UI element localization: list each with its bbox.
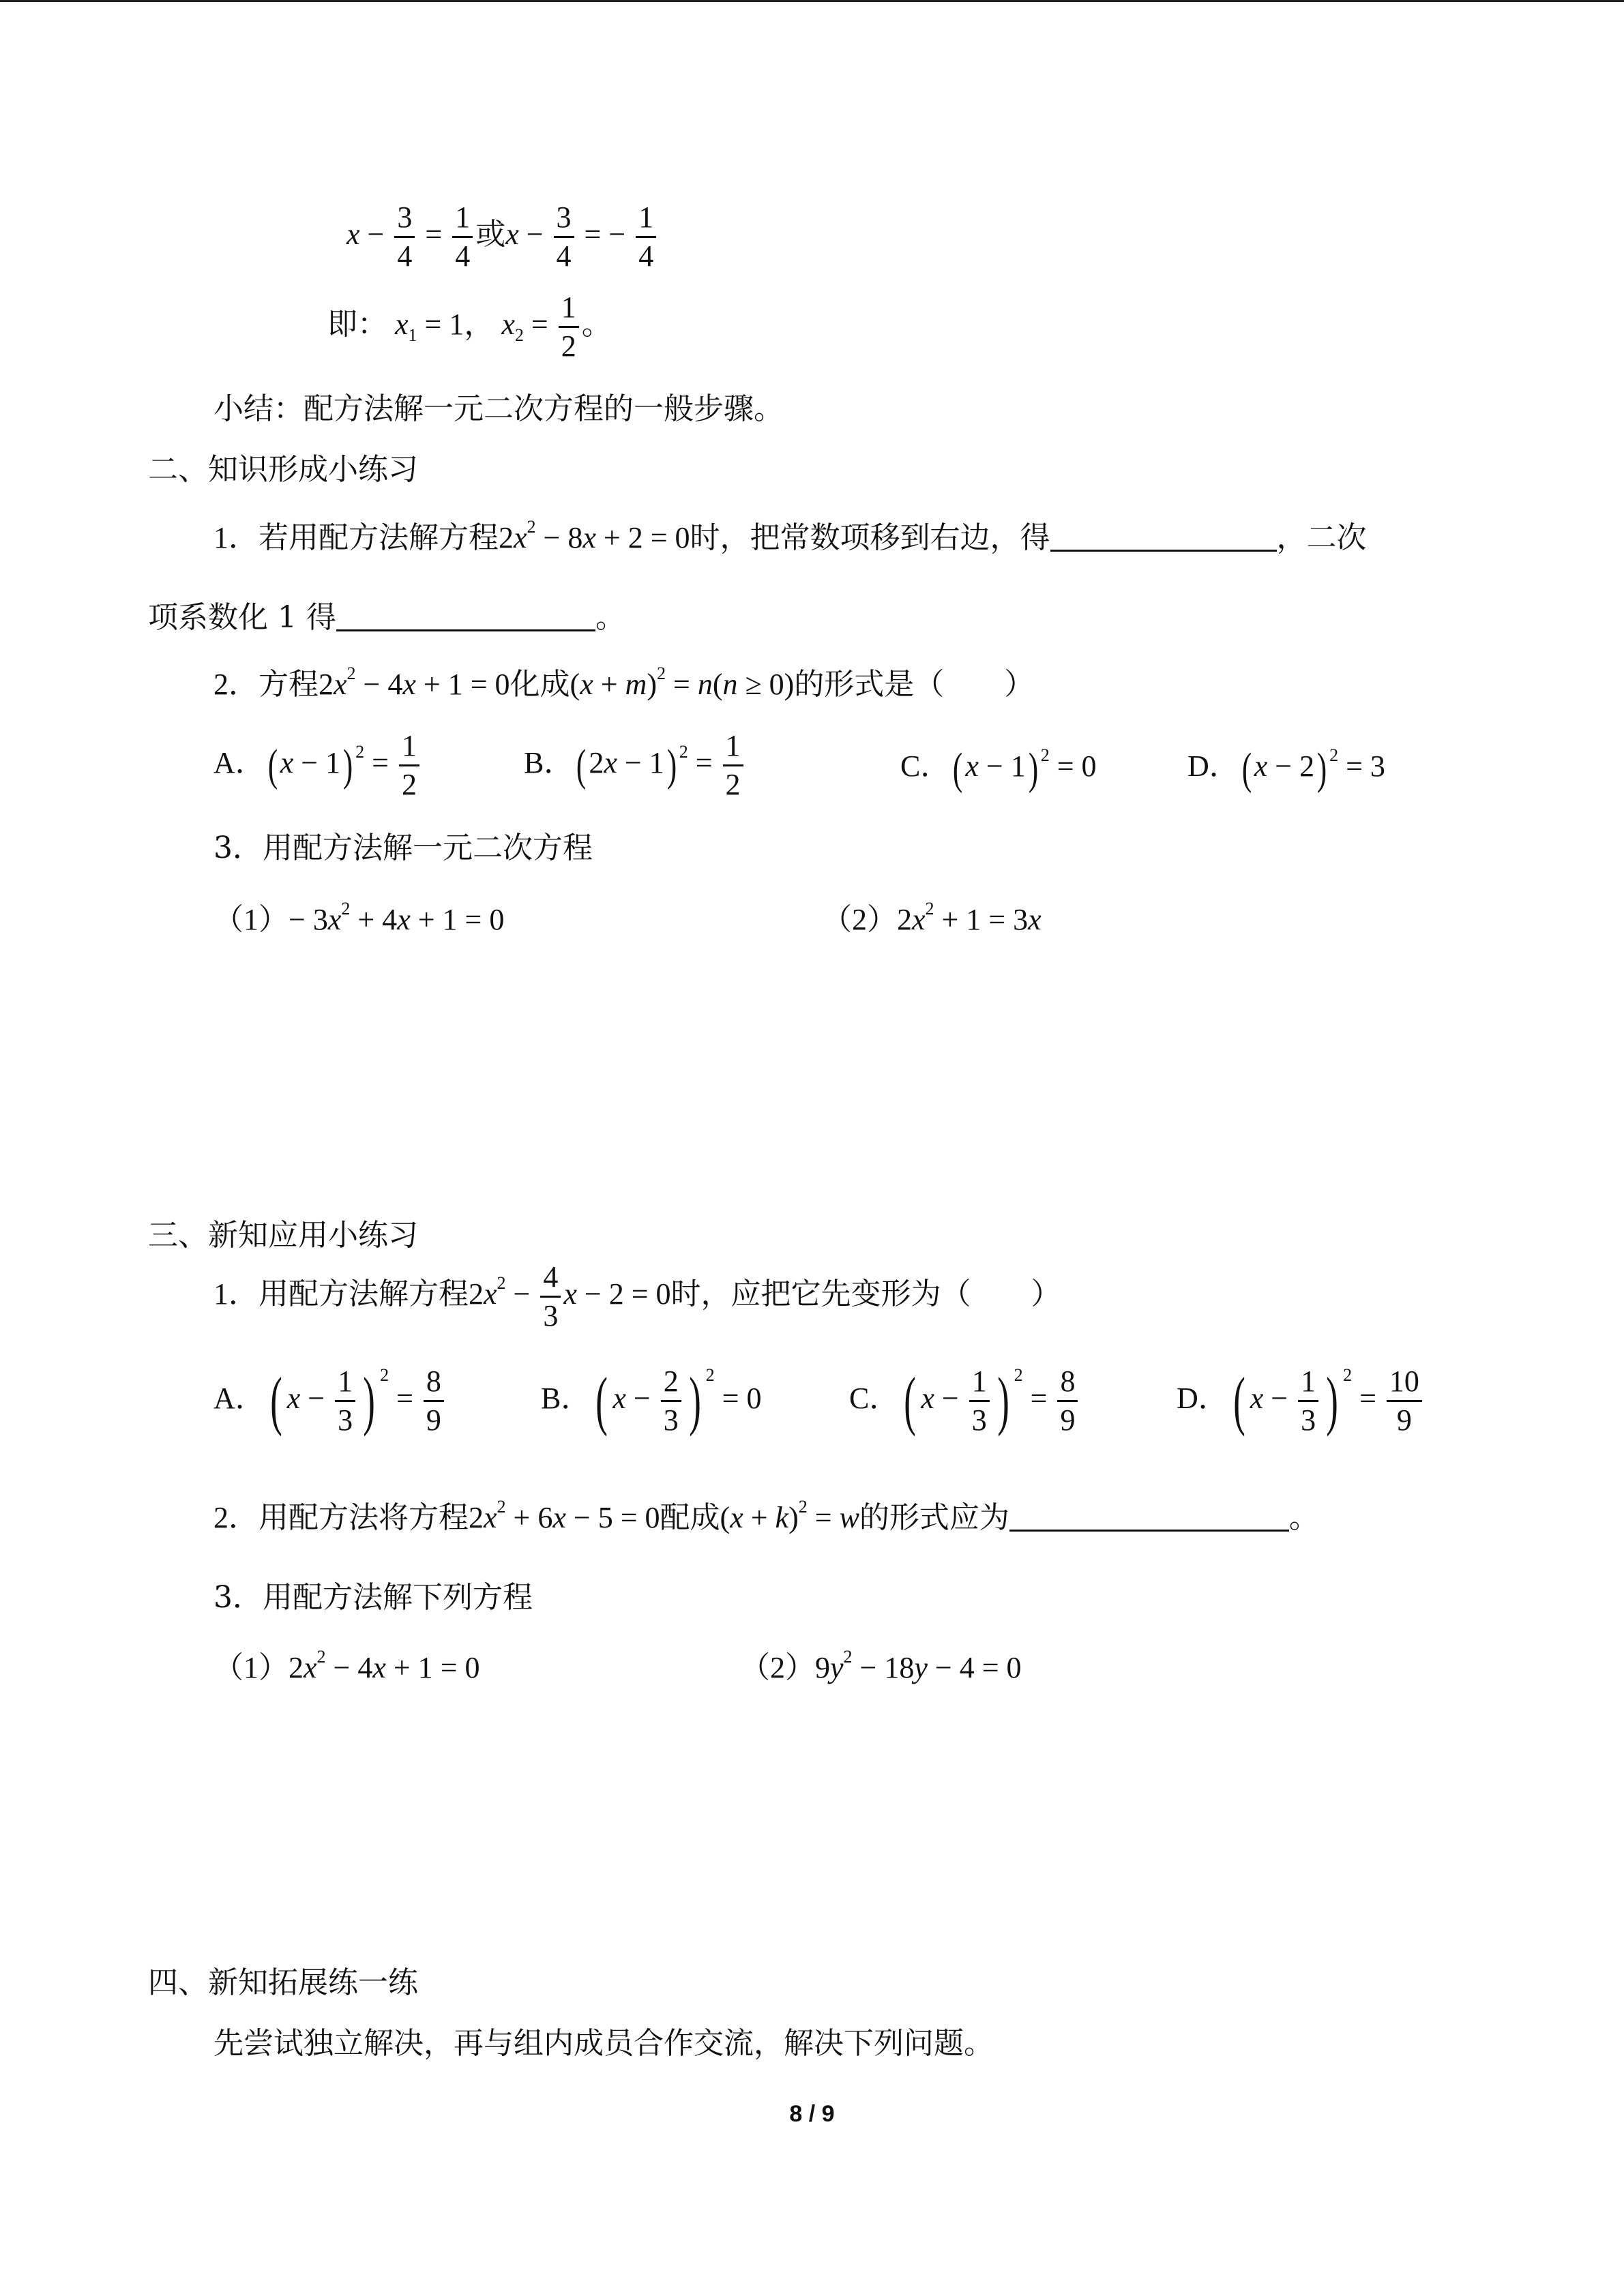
period: 。 — [581, 307, 612, 341]
s2-q2-middle: 化成 — [510, 668, 570, 701]
option-a-label: A． — [213, 745, 265, 779]
answer-blank-2[interactable] — [336, 602, 595, 631]
s3-q2-middle: 配成 — [660, 1501, 720, 1534]
part-1-label: （1） — [213, 903, 289, 936]
option-a-label: A． — [213, 1381, 265, 1415]
comma: ， — [464, 307, 494, 341]
s3-q2-prefix: 2．用配方法将方程 — [213, 1501, 469, 1534]
s2-q3-part-2: $(2)2x^2 + 1 = 3x$ — [822, 899, 1042, 936]
equation-roots-split: x − $\frac{3}{4}$ = $\frac{1}{4}$ 或x − $\frac{3}{4}$ = − $\frac{1}{4}$ — [346, 202, 659, 272]
s3-question-1: 1．用配方法解方程$2x^2$ − $\frac{4}{3}$ x − 2 = 0时，应把它先变形为（ ） — [213, 1260, 1061, 1333]
s2-question-3: 3．用配方法解一元二次方程 — [213, 831, 593, 865]
s2-q3-part-1: $(1)- 3x^2 + 4x + 1 = 0$ — [213, 899, 505, 936]
s3-q1-middle: 时，应把它先变形为（ ） — [670, 1277, 1061, 1311]
s2-option-c: C．(x − 1) $^2$ = 0 — [900, 744, 1097, 794]
answer-blank-3[interactable] — [1009, 1502, 1289, 1532]
s2-q2-end: 的形式是（ ） — [794, 668, 1035, 701]
summary-text: 小结：配方法解一元二次方程的一般步骤。 — [213, 391, 784, 426]
s4-intro: 先尝试独立解决，再与组内成员合作交流，解决下列问题。 — [213, 2026, 994, 2061]
ji-label: 即： — [327, 307, 387, 341]
part-1-label: （1） — [213, 1651, 289, 1684]
s3-question-3: 3．用配方法解下列方程 — [213, 1580, 533, 1615]
s2-question-1: 1．若用配方法解方程$2x^2 - 8x + 2 = 0$时，把常数项移到右边，得 ，二次 — [213, 517, 1367, 554]
s3-option-d: D．( x − $\frac{1}{3}$ ) $^2$ = $\frac{10}{9}$ — [1177, 1366, 1425, 1436]
s2-option-a: A．(x − 1) $^2$ = $\frac{1}{2}$ — [213, 730, 422, 801]
part-2-label: （2） — [740, 1651, 815, 1684]
s2-option-d: D．(x − 2) $^2$ = 3 — [1187, 744, 1385, 794]
option-d-label: D． — [1177, 1381, 1228, 1415]
s2-option-b: B．(2x − 1) $^2$ = $\frac{1}{2}$ — [524, 730, 746, 801]
section-heading-3: 三、新知应用小练习 — [148, 1218, 418, 1253]
option-b-label: B． — [541, 1381, 591, 1415]
s3-option-b: B．( x − $\frac{2}{3}$ ) $^2$ = 0 — [541, 1364, 762, 1437]
page-number: 8 / 9 — [789, 2101, 835, 2127]
s3-q3-part-1: $(1)2x^2 - 4x + 1 = 0$ — [213, 1647, 480, 1684]
or-word: 或 — [475, 217, 506, 251]
period: 。 — [1288, 1501, 1319, 1534]
s2-question-2: 2．方程$2x^2 - 4x + 1 = 0$化成$(x + m)^2 = n(n \ge 0)$的形式是（ ） — [213, 664, 1035, 701]
s2-q1-middle: 时，把常数项移到右边，得 — [690, 521, 1050, 554]
s3-option-c: C．( x − $\frac{1}{3}$ ) $^2$ = $\frac{8}{9}$ — [849, 1366, 1080, 1436]
s3-option-a: A．( x − $\frac{1}{3}$ ) $^2$ = $\frac{8}{9}$ — [213, 1366, 447, 1436]
option-c-label: C． — [900, 749, 951, 783]
option-d-label: D． — [1187, 749, 1239, 783]
part-2-label: （2） — [822, 903, 897, 936]
s2-q1-end: ，二次 — [1276, 521, 1367, 554]
s3-q3-part-2: $(2)9y^2 - 18y - 4 = 0$ — [740, 1647, 1022, 1684]
period: 。 — [595, 600, 625, 635]
s3-q1-prefix: 1．用配方法解方程 — [213, 1277, 469, 1311]
option-c-label: C． — [849, 1381, 900, 1415]
s2-q1-line2-text: 项系数化 1 得 — [148, 600, 336, 635]
solution-line: 即： $x_1 = 1$， $x_2$ = $\frac{1}{2}$ 。 — [327, 290, 612, 363]
answer-blank-1[interactable] — [1050, 522, 1277, 552]
s3-q2-end: 的形式应为 — [859, 1501, 1009, 1534]
s3-question-2: 2．用配方法将方程$2x^2 + 6x - 5 = 0$配成$(x + k)^2 = w$的形式应为 。 — [213, 1497, 1319, 1534]
page-top-border — [0, 0, 1624, 2]
section-heading-2: 二、知识形成小练习 — [148, 452, 418, 487]
s2-q2-prefix: 2．方程 — [213, 668, 319, 701]
section-heading-4: 四、新知拓展练一练 — [148, 1965, 418, 2000]
s2-q1-prefix: 1．若用配方法解方程 — [213, 521, 499, 554]
s2-question-1-line2 — [148, 602, 625, 633]
option-b-label: B． — [524, 745, 574, 779]
